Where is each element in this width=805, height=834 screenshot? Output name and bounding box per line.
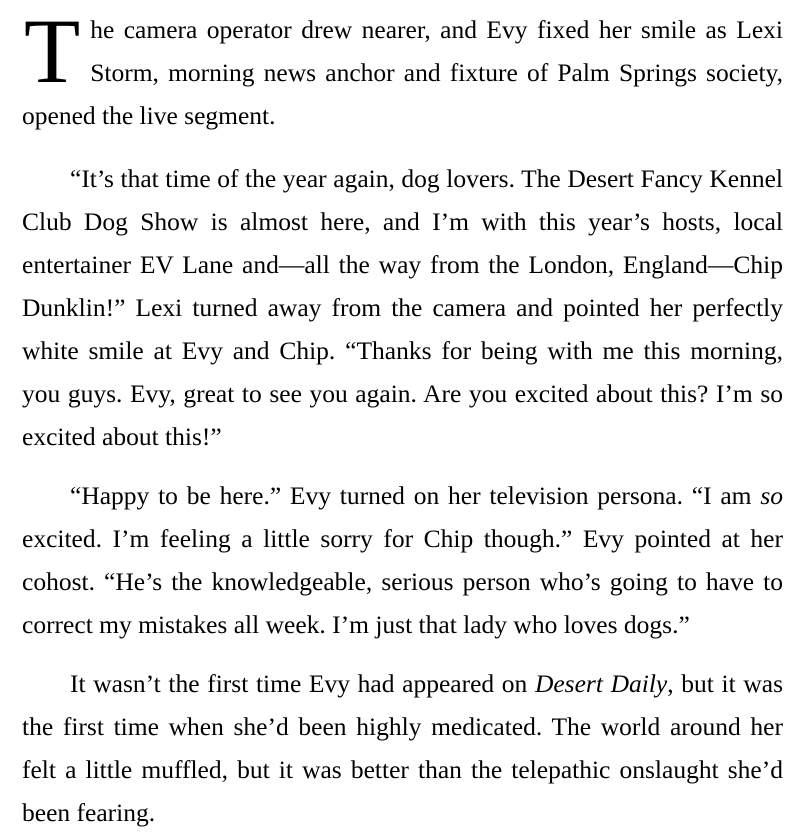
paragraph-2-text: “It’s that time of the year again, dog lovers. The Desert Fancy Kennel Club Dog Show is almost here, and I’m with this year’s hosts, local entertainer EV Lane and—all the way from the London, England—Chip Dunklin!” Lexi turned away from the camera and pointed her perfectly white smile at Evy and Chip. “Thanks for being with me this morning, you guys. Evy, great to see you again. Are you excited about this? I’m so excited about this!” <box>22 164 783 451</box>
paragraph-4-title-emphasis: Desert Daily <box>534 669 668 698</box>
opening-paragraph-text: he camera operator drew nearer, and Evy fixed her smile as Lexi Storm, morning news anchor and fixture of Palm Springs society, opened the live segment. <box>22 15 783 130</box>
opening-paragraph <box>22 0 783 137</box>
paragraph-4 <box>22 662 783 834</box>
paragraph-3 <box>22 474 783 646</box>
paragraph-4-text-a: It wasn’t the first time Evy had appeared on <box>70 669 535 698</box>
paragraph-3-text-a: “Happy to be here.” Evy turned on her television persona. “I am <box>70 481 761 510</box>
drop-cap: T <box>24 0 81 102</box>
paragraph-3-emphasis: so <box>760 481 783 510</box>
paragraph-3-text-b: excited. I’m feeling a little sorry for Chip though.” Evy pointed at her cohost. “He’s the knowledgeable, serious person who’s going to have to correct my mistakes all week. I’m just that lady who loves dogs.” <box>22 524 783 639</box>
paragraph-4-text-b: , but it was the first time when she’d been highly medicated. The world around her felt a little muffled, but it was better than the telepathic onslaught she’d been fearing. <box>22 669 783 827</box>
paragraph-2 <box>22 157 783 458</box>
